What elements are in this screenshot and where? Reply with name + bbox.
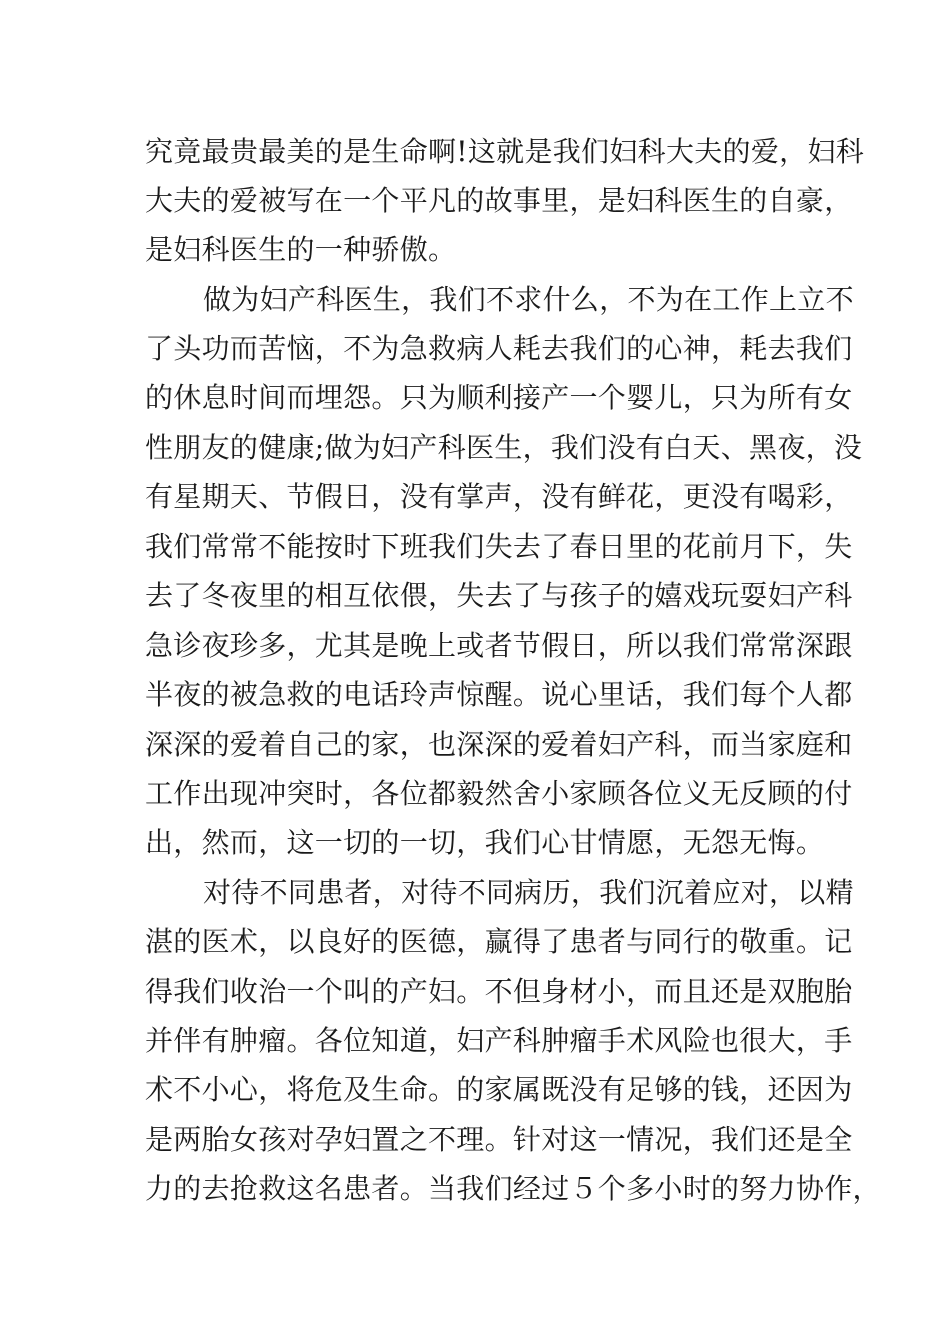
text-line: 并伴有肿瘤。各位知道，妇产科肿瘤手术风险也很大，手 [145,1024,853,1057]
text-line: 大夫的爱被写在一个平凡的故事里，是妇科医生的自豪， [145,184,853,217]
text-line: 究竟最贵最美的是生命啊!这就是我们妇科大夫的爱，妇科 [145,135,865,168]
text-line: 急诊夜珍多，尤其是晚上或者节假日，所以我们常常深跟 [145,629,853,662]
paragraph-first-line: 对待不同患者，对待不同病历，我们沉着应对，以精 [203,876,854,909]
text-line: 有星期天、节假日，没有掌声，没有鲜花，更没有喝彩， [145,480,853,513]
text-line: 得我们收治一个叫的产妇。不但身材小，而且还是双胞胎 [145,975,853,1008]
text-line: 我们常常不能按时下班我们失去了春日里的花前月下，失 [145,530,853,563]
text-line: 去了冬夜里的相互依偎，失去了与孩子的嬉戏玩耍妇产科 [145,579,853,612]
text-line: 深深的爱着自己的家，也深深的爱着妇产科，而当家庭和 [145,728,853,761]
text-line: 的休息时间而埋怨。只为顺利接产一个婴儿，只为所有女 [145,381,853,414]
text-line: 是妇科医生的一种骄傲。 [145,233,457,266]
text-line: 是两胎女孩对孕妇置之不理。针对这一情况，我们还是全 [145,1123,853,1156]
text-line: 力的去抢救这名患者。当我们经过５个多小时的努力协作， [145,1172,881,1205]
text-line: 湛的医术，以良好的医德，赢得了患者与同行的敬重。记 [145,925,853,958]
text-line: 出，然而，这一切的一切，我们心甘情愿，无怨无悔。 [145,826,825,859]
text-line: 术不小心，将危及生命。的家属既没有足够的钱，还因为 [145,1073,853,1106]
paragraph-first-line: 做为妇产科医生，我们不求什么，不为在工作上立不 [203,283,854,316]
text-line: 性朋友的健康;做为妇产科医生，我们没有白天、黑夜，没 [145,431,863,464]
text-line: 半夜的被急救的电话玲声惊醒。说心里话，我们每个人都 [145,678,853,711]
text-line: 工作出现冲突时，各位都毅然舍小家顾各位义无反顾的付 [145,777,853,810]
text-line: 了头功而苦恼，不为急救病人耗去我们的心神，耗去我们 [145,332,853,365]
